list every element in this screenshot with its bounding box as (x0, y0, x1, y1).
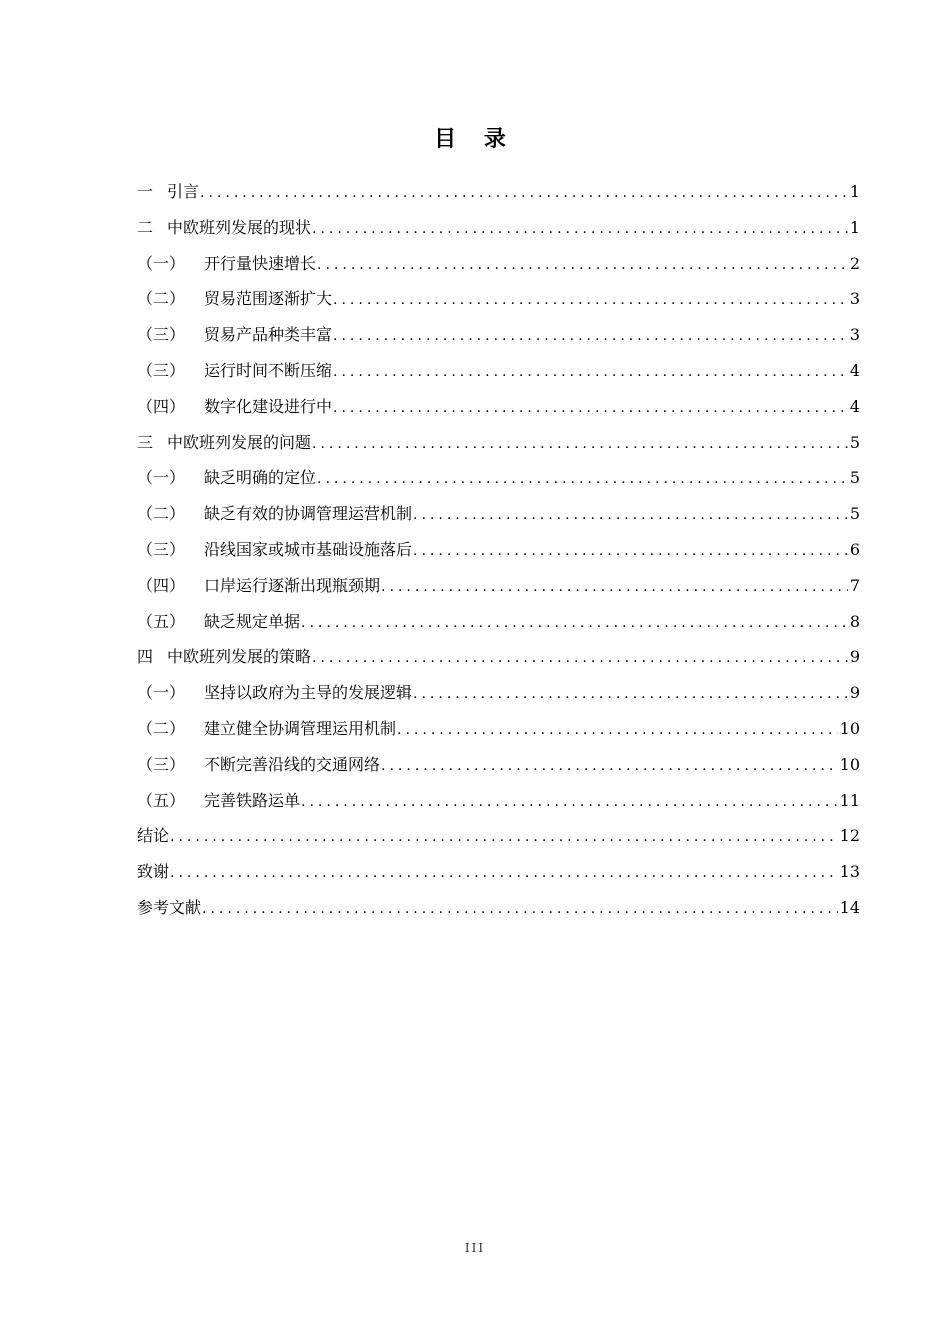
toc-entry[interactable] (137, 425, 860, 461)
toc-title: 目 录 (434, 127, 516, 152)
toc-entry[interactable] (137, 854, 860, 890)
toc-entry-title: 运行时间不断压缩 (204, 360, 333, 380)
dot-leader (312, 641, 848, 677)
toc-entry-number: 三 (137, 432, 154, 452)
toc-entry-title: 中欧班列发展的策略 (167, 647, 312, 667)
toc-entry-title: 缺乏规定单据 (204, 611, 301, 631)
toc-entry-page: 7 (849, 575, 860, 595)
dot-leader (200, 176, 848, 212)
toc-entry-page: 13 (839, 862, 860, 882)
toc-entry-title: 贸易范围逐渐扩大 (204, 289, 333, 309)
toc-entry-page: 9 (849, 683, 860, 703)
toc-entry[interactable] (137, 818, 860, 854)
toc-entry-title: 致谢 (137, 862, 170, 882)
toc-entry-number: （三） (137, 539, 186, 559)
toc-entry[interactable] (137, 317, 860, 353)
dot-leader (170, 820, 838, 856)
toc-entry-title: 口岸运行逐渐出现瓶颈期 (204, 575, 381, 595)
dot-leader (413, 498, 848, 534)
toc-entry-page: 8 (849, 611, 860, 631)
dot-leader (381, 570, 848, 606)
toc-entry[interactable] (137, 783, 860, 819)
toc-entry-number: （一） (137, 468, 186, 488)
toc-entry-title: 贸易产品种类丰富 (204, 325, 333, 345)
toc-entry-title: 引言 (167, 182, 200, 201)
toc-entry-number: （三） (137, 360, 186, 380)
toc-entry-number: （三） (137, 325, 186, 345)
toc-entry-page: 3 (849, 325, 860, 345)
dot-leader (312, 212, 848, 248)
toc-entry-title: 建立健全协调管理运用机制 (204, 718, 397, 738)
toc-entry-page: 11 (839, 790, 860, 810)
toc-entry[interactable] (137, 890, 860, 926)
toc-entry-page: 9 (849, 647, 860, 667)
toc-entry[interactable] (137, 389, 860, 425)
toc-entry[interactable] (137, 353, 860, 389)
toc-entry-page: 14 (839, 897, 860, 917)
dot-leader (312, 427, 848, 463)
dot-leader (333, 319, 848, 355)
toc-entry-number: （四） (137, 575, 186, 595)
toc-entry-page: 4 (849, 396, 860, 416)
toc-entry-page: 5 (849, 432, 860, 452)
toc-entry-title: 不断完善沿线的交通网络 (204, 754, 381, 774)
toc-entry-title: 坚持以政府为主导的发展逻辑 (204, 683, 413, 703)
toc-entry[interactable] (137, 604, 860, 640)
toc-entry-number: 一 (137, 182, 154, 201)
dot-leader (317, 248, 848, 284)
toc-entry[interactable] (137, 675, 860, 711)
toc-entry-title: 开行量快速增长 (204, 253, 317, 273)
dot-leader (170, 856, 838, 892)
toc-entry-title: 缺乏有效的协调管理运营机制 (204, 504, 413, 524)
toc-entry[interactable] (137, 460, 860, 496)
toc-entry[interactable] (137, 210, 860, 246)
toc-entry-title: 结论 (137, 826, 170, 846)
dot-leader (301, 785, 838, 821)
dot-leader (333, 355, 848, 391)
dot-leader (381, 749, 838, 785)
toc-entry-title: 数字化建设进行中 (204, 396, 333, 416)
toc-entry-title: 中欧班列发展的现状 (167, 217, 312, 237)
toc-entry-page: 10 (839, 718, 860, 738)
toc-entry-page: 4 (849, 360, 860, 380)
toc-entry[interactable] (137, 568, 860, 604)
dot-leader (413, 534, 848, 570)
toc-entry-page: 5 (849, 504, 860, 524)
toc-entry[interactable] (137, 496, 860, 532)
dot-leader (413, 677, 848, 713)
toc-entry[interactable] (137, 174, 860, 210)
toc-entry-page: 1 (849, 182, 860, 201)
toc-entry-number: （五） (137, 790, 186, 810)
toc-entry[interactable] (137, 747, 860, 783)
dot-leader (317, 462, 848, 498)
toc-entry-number: （一） (137, 253, 186, 273)
toc-entry-title: 缺乏明确的定位 (204, 468, 317, 488)
toc-entry-page: 2 (849, 253, 860, 273)
dot-leader (333, 391, 848, 427)
dot-leader (301, 606, 848, 642)
dot-leader (397, 713, 838, 749)
toc-entry-page: 5 (849, 468, 860, 488)
toc-entry-number: 四 (137, 647, 154, 667)
toc-entry-title: 参考文献 (137, 897, 202, 917)
toc-entry-title: 沿线国家或城市基础设施落后 (204, 539, 413, 559)
dot-leader (202, 892, 838, 928)
toc-entry-page: 12 (839, 826, 860, 846)
toc-entry-title: 中欧班列发展的问题 (167, 432, 312, 452)
page-number: III (464, 1241, 486, 1255)
toc-entry-number: （五） (137, 611, 186, 631)
toc-entry[interactable] (137, 639, 860, 675)
toc-entry-number: 二 (137, 217, 154, 237)
toc-entry-page: 1 (849, 217, 860, 237)
toc-entry-number: （二） (137, 289, 186, 309)
toc-entry[interactable] (137, 532, 860, 568)
toc-entry-title: 完善铁路运单 (204, 790, 301, 810)
toc-entry[interactable] (137, 711, 860, 747)
toc-entry[interactable] (137, 246, 860, 282)
toc-entry-number: （三） (137, 754, 186, 774)
toc-entry-page: 10 (839, 754, 860, 774)
toc-entry[interactable] (137, 281, 860, 317)
toc-entry-number: （二） (137, 504, 186, 524)
toc-entry-page: 6 (849, 539, 860, 559)
toc-entry-page: 3 (849, 289, 860, 309)
toc-entry-number: （二） (137, 718, 186, 738)
table-of-contents (137, 174, 860, 926)
toc-entry-number: （一） (137, 683, 186, 703)
dot-leader (333, 283, 848, 319)
toc-entry-number: （四） (137, 396, 186, 416)
